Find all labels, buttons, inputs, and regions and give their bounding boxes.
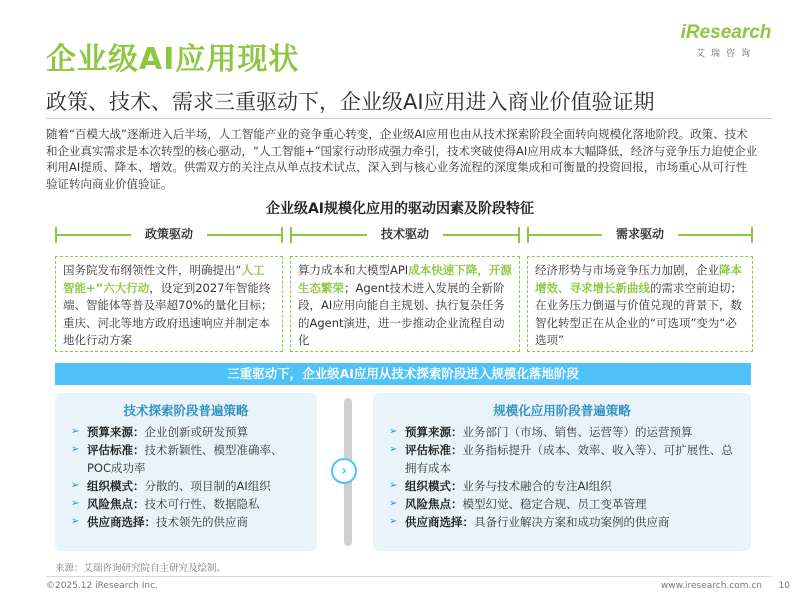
driver-highlight: 降本增效、寻求增长新曲线 — [535, 263, 742, 295]
driver-text: 经济形势与市场竞争压力加剧，企业 — [535, 263, 719, 277]
arrow-right-icon: ➢ — [71, 480, 80, 491]
logo-subtext: 艾瑞咨询 — [695, 49, 756, 59]
list-item: ➢ 评估标准：技术新颖性、模型准确率、POC成功率 — [71, 443, 283, 475]
arrow-right-icon: ➢ — [71, 498, 80, 509]
stage-title: 技术探索阶段普遍策略 — [123, 403, 249, 418]
copyright: ©2025.12 iResearch Inc. — [46, 581, 158, 591]
chart-title: 企业级AI规模化应用的驱动因素及阶段特征 — [265, 201, 535, 217]
stage-list — [389, 423, 735, 531]
driver-text: 国务院发布纲领性文件，明确提出“ — [63, 263, 242, 277]
arrow-right-icon: ➢ — [389, 480, 398, 491]
driver-label: 政策驱动 — [131, 224, 207, 244]
driver-text: 的需求空前迫切；在业务压力倒逼与价值兑现的背景下，数智化转型正在从企业的“可选项”变为“必选项” — [535, 280, 742, 347]
driver-text: 算力成本和大模型API — [298, 263, 409, 277]
arrow-right-icon: ➢ — [389, 444, 398, 455]
driver-header-policy — [55, 224, 283, 244]
arrow-right-icon: ➢ — [389, 426, 398, 437]
stage-list — [71, 423, 301, 531]
driver-highlight: 人工智能+”六大行动 — [63, 263, 265, 295]
driver-highlight: 成本快速下降，开源生态繁荣 — [298, 263, 512, 295]
chevron-right-icon: › — [331, 458, 357, 484]
driver-text: ；Agent技术进入发展的全新阶段，AI应用向能自主规划、执行复杂任务的Agent演进，进一步推动企业流程自动化 — [298, 280, 505, 347]
page-title: 企业级AI应用现状 — [46, 42, 300, 77]
arrow-right-icon: ➢ — [389, 516, 398, 527]
list-item: ➢ 评估标准：业务指标提升（成本、效率、收入等）、可扩展性、总拥有成本 — [389, 443, 733, 475]
stage-card-scaling — [373, 393, 751, 551]
list-item: ➢ 供应商选择：技术领先的供应商 — [71, 515, 248, 529]
stage-card-exploration — [55, 393, 317, 551]
arrow-right-icon: ➢ — [71, 426, 80, 437]
driver-box-tech — [290, 256, 520, 352]
iresearch-logo — [676, 22, 776, 59]
list-item: ➢ 组织模式：分散的、项目制的AI组织 — [71, 479, 271, 493]
header-divider — [46, 118, 772, 119]
driver-text: ，设定到2027年智能终端、智能体等普及率超70%的量化目标；重庆、河北等地方政府迅速响应并制定本地化行动方案 — [63, 280, 273, 347]
driver-label: 技术驱动 — [367, 224, 443, 244]
arrow-right-icon: ➢ — [71, 444, 80, 455]
list-item: ➢ 风险焦点：模型幻觉、稳定合规、员工变革管理 — [389, 497, 647, 511]
list-item: ➢ 供应商选择：具备行业解决方案和成功案例的供应商 — [389, 515, 670, 529]
driver-label: 需求驱动 — [602, 224, 678, 244]
arrow-right-icon: ➢ — [71, 516, 80, 527]
list-item: ➢ 预算来源：企业创新或研发预算 — [71, 425, 248, 439]
list-item: ➢ 风险焦点：技术可行性、数据隐私 — [71, 497, 260, 511]
source-note: 来源：艾瑞咨询研究院自主研究及绘制。 — [55, 563, 227, 574]
page-subtitle: 政策、技术、需求三重驱动下，企业级AI应用进入商业价值验证期 — [46, 90, 655, 114]
driver-header-tech — [290, 224, 520, 244]
intro-paragraph: 随着“百模大战”逐渐进入后半场，人工智能产业的竞争重心转变，企业级AI应用也由从技术探索阶段全面转向规模化落地阶段。政策、技术和企业真实需求是本次转型的核心驱动，“人工智能+”国家行动形成强力牵引，技术突破使得AI应用成本大幅降低，经济与竞争压力迫使企业利用AI提质、降本、增效。供需双方的关注点从单点技术试点，深入到与核心业务流程的深度集成和可衡量的投资回报，市场重心从可行性验证转向商业价值验证。 — [46, 127, 758, 191]
page-number: 10 — [778, 581, 790, 591]
stage-title: 规模化应用阶段普遍策略 — [493, 403, 631, 418]
driver-box-demand — [527, 256, 753, 352]
list-item: ➢ 组织模式：业务与技术融合的专注AI组织 — [389, 479, 612, 493]
logo-wordmark: iResearch — [680, 22, 772, 43]
arrow-right-icon: ➢ — [389, 498, 398, 509]
website-link[interactable]: www.iresearch.com.cn — [660, 581, 762, 591]
driver-header-demand — [527, 224, 753, 244]
list-item: ➢ 预算来源：业务部门（市场、销售、运营等）的运营预算 — [389, 425, 693, 439]
transition-banner: 三重驱动下，企业级AI应用从技术探索阶段进入规模化落地阶段 — [55, 363, 751, 385]
driver-box-policy — [55, 256, 283, 352]
footer-divider — [46, 576, 772, 577]
